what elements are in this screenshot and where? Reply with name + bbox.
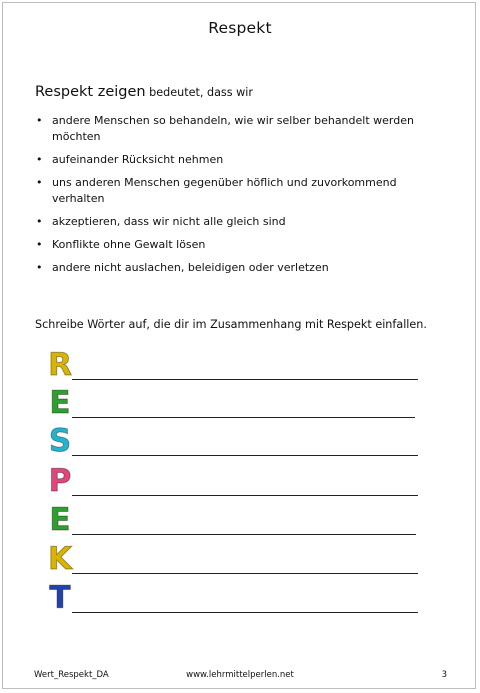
footer-document-id: Wert_Respekt_DA <box>34 670 109 680</box>
list-item: • aufeinander Rücksicht nehmen <box>35 152 445 168</box>
acrostic-letter: R <box>48 347 72 383</box>
list-item: • andere Menschen so behandeln, wie wir selber behandelt werden möchten <box>35 113 445 145</box>
acrostic-letter: E <box>49 502 71 538</box>
write-line[interactable] <box>72 573 418 574</box>
bullet-list <box>35 113 445 283</box>
write-line[interactable] <box>72 455 418 456</box>
intro-text <box>35 84 253 100</box>
write-line[interactable] <box>72 612 418 613</box>
acrostic-row <box>48 384 428 422</box>
instruction-text: Schreibe Wörter auf, die dir im Zusammenhang mit Respekt einfallen. <box>35 318 427 331</box>
acrostic-letter: S <box>48 423 72 459</box>
page-title: Respekt <box>208 19 272 37</box>
acrostic-row <box>48 346 428 384</box>
write-line[interactable] <box>72 534 416 535</box>
acrostic-row <box>48 501 428 539</box>
acrostic-row <box>48 579 428 617</box>
intro-rest: bedeutet, dass wir <box>145 86 254 99</box>
list-item: • akzeptieren, dass wir nicht alle gleich sind <box>35 214 445 230</box>
acrostic-letter: K <box>48 541 73 577</box>
acrostic-letter: T <box>49 580 71 616</box>
footer-website: www.lehrmittelperlen.net <box>186 670 294 680</box>
acrostic-letter: P <box>48 463 72 499</box>
list-item: • andere nicht auslachen, beleidigen oder verletzen <box>35 260 445 276</box>
intro-lead: Respekt zeigen <box>35 84 146 100</box>
write-line[interactable] <box>72 379 418 380</box>
list-item: • Konflikte ohne Gewalt lösen <box>35 237 445 253</box>
write-line[interactable] <box>72 417 415 418</box>
acrostic-row <box>48 422 428 460</box>
acrostic-row <box>48 462 428 500</box>
list-item: • uns anderen Menschen gegenüber höflich und zuvorkommend verhalten <box>35 175 445 207</box>
acrostic-letter: E <box>49 385 71 421</box>
write-line[interactable] <box>72 495 418 496</box>
footer-page-number: 3 <box>441 670 447 680</box>
acrostic-row <box>48 540 428 578</box>
